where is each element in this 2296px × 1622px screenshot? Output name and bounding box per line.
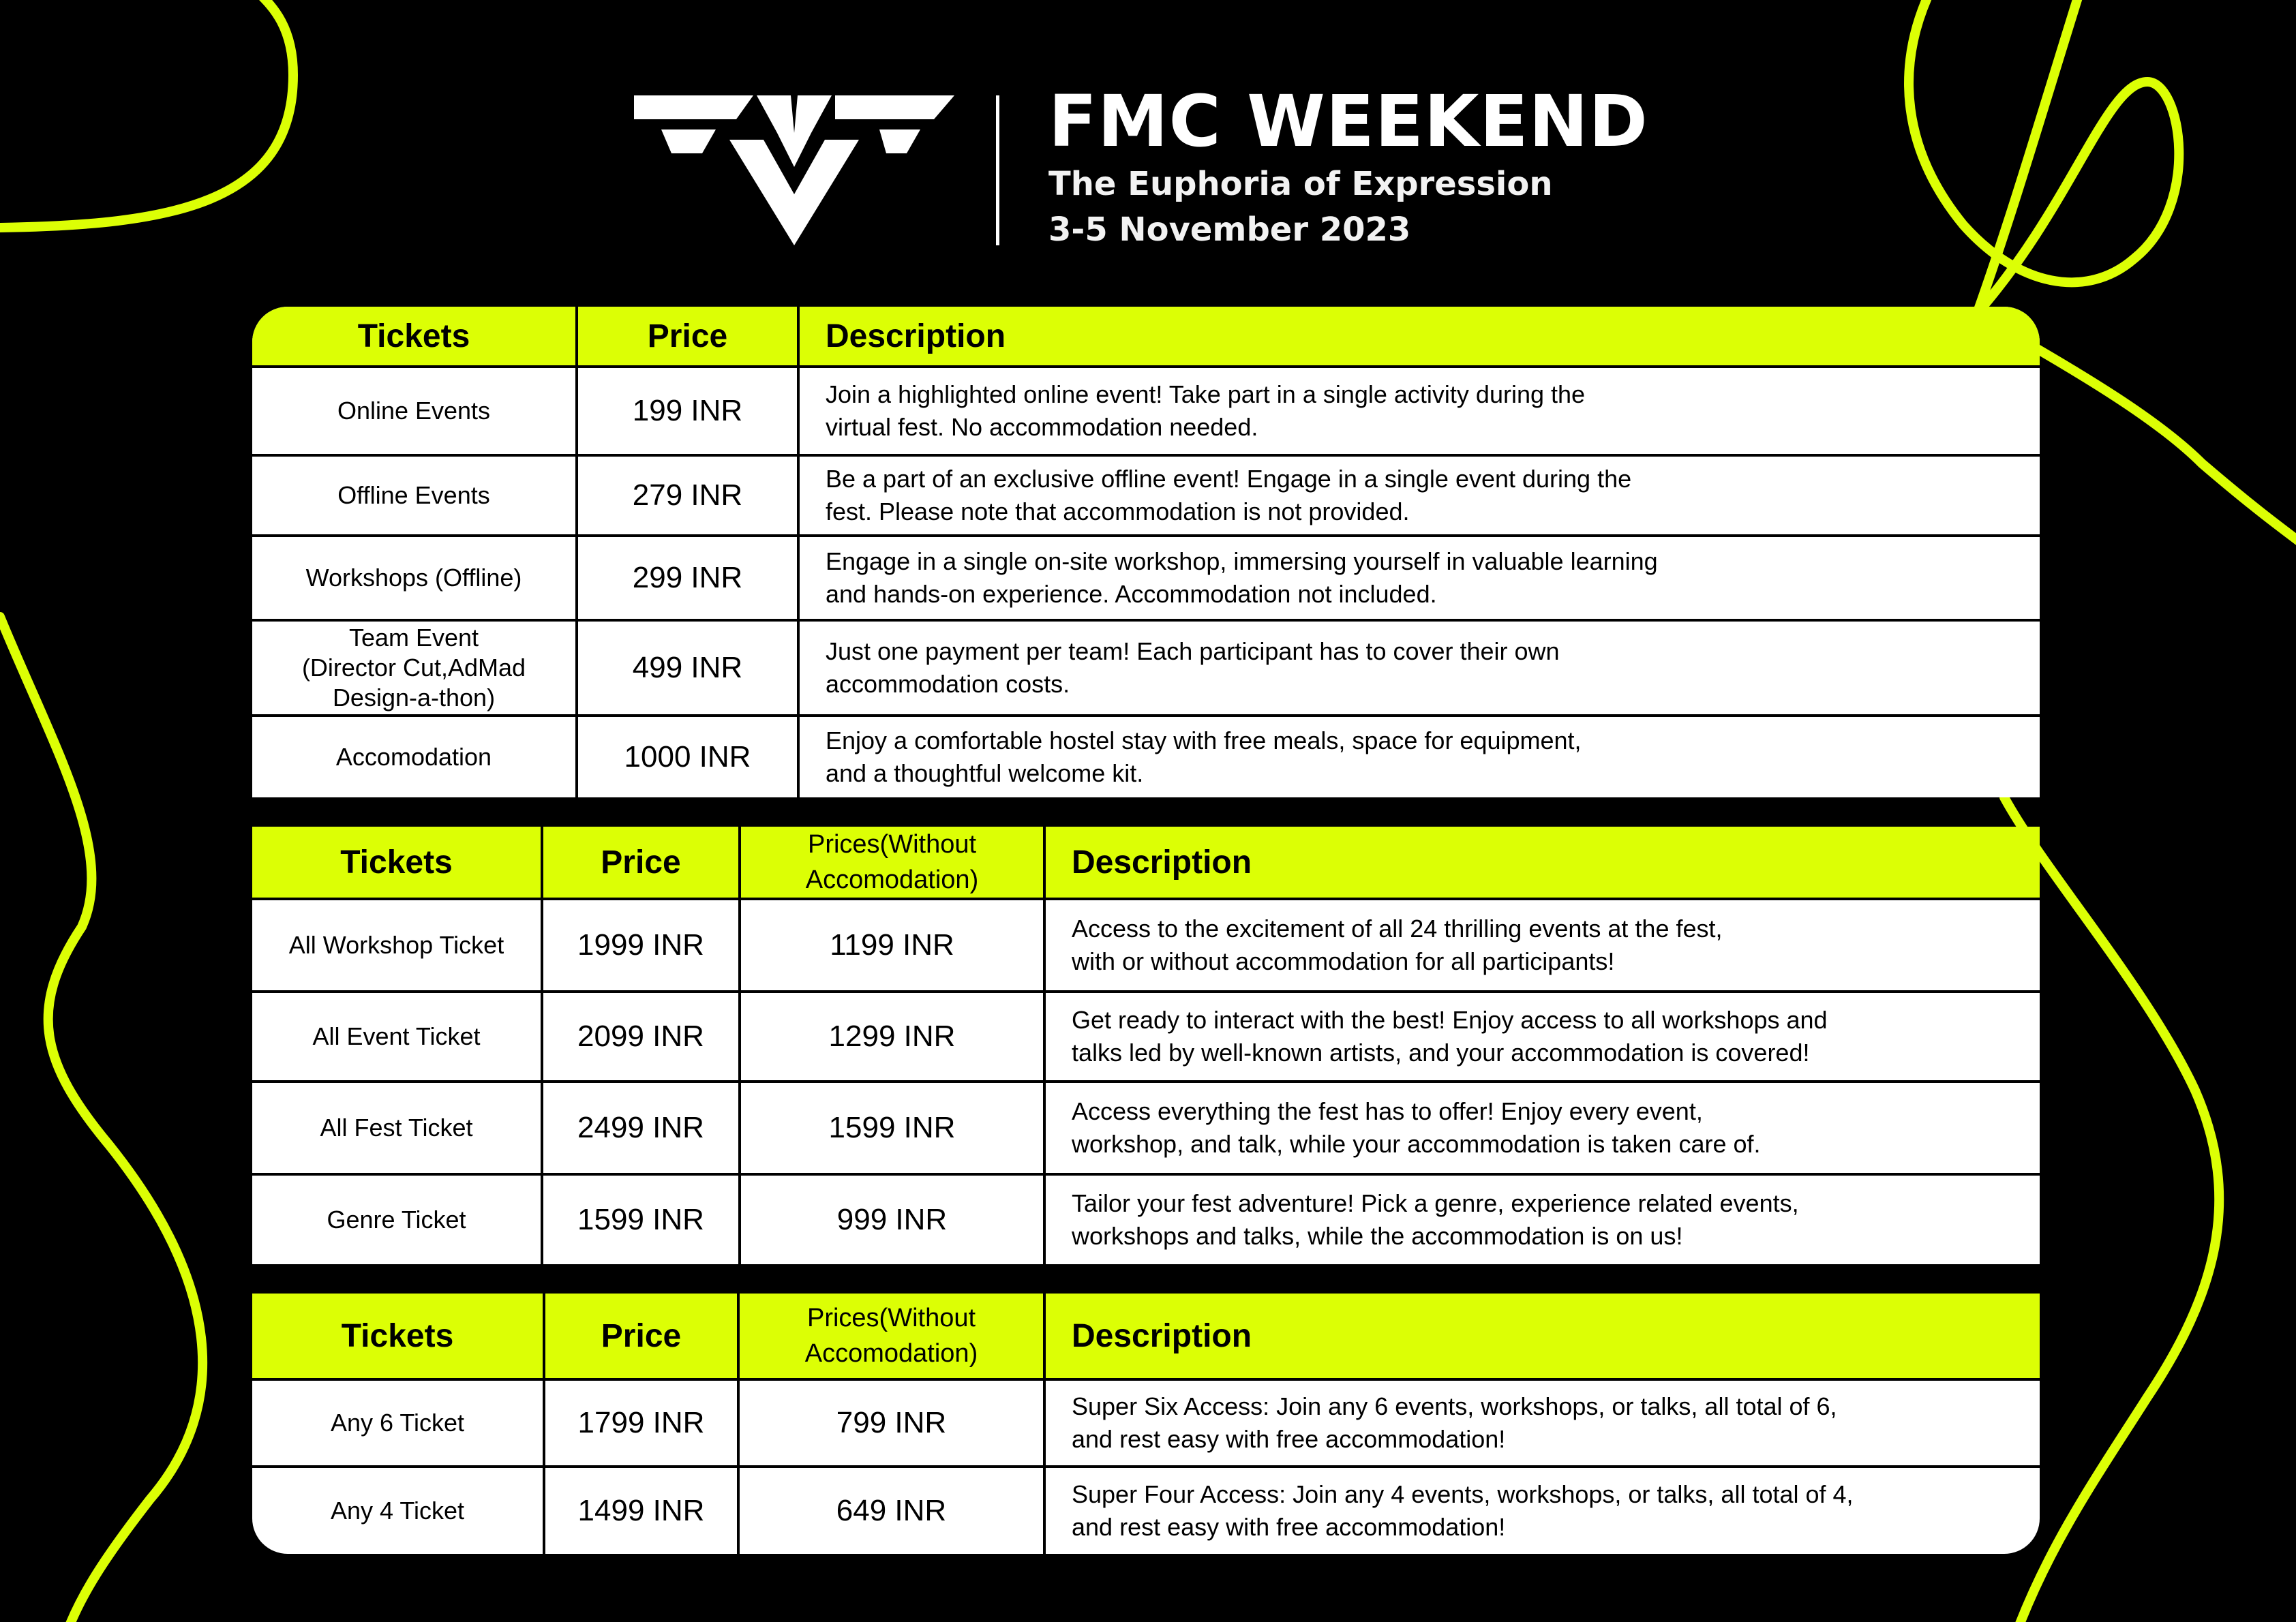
ticket-price: 1599 INR	[543, 1176, 741, 1264]
desc-line: with or without accommodation for all participants!	[1072, 947, 1615, 975]
ticket-price-without-accommodation: 999 INR	[741, 1176, 1046, 1264]
ticket-description	[1046, 1468, 2040, 1554]
desc-line: accommodation costs.	[826, 670, 1070, 698]
name-line: (Director Cut,AdMad	[301, 654, 526, 682]
ticket-price: 1799 INR	[545, 1381, 740, 1468]
header	[0, 0, 2296, 273]
ticket-price-without-accommodation: 1199 INR	[741, 900, 1046, 993]
header-line: Prices(Without	[807, 830, 977, 859]
header-divider	[996, 95, 999, 245]
desc-line: and rest easy with free accommodation!	[1072, 1425, 1506, 1453]
ticket-description	[1046, 900, 2040, 993]
ticket-price: 299 INR	[578, 537, 800, 622]
title-block	[1048, 80, 1648, 254]
table-row	[252, 1468, 2040, 1554]
col-price: Price	[545, 1294, 740, 1381]
desc-line: virtual fest. No accommodation needed.	[826, 413, 1258, 441]
page-title: FMC WEEKEND	[1048, 80, 1648, 163]
ticket-description	[800, 368, 2040, 457]
ticket-description	[1046, 1083, 2040, 1176]
desc-line: Super Six Access: Join any 6 events, workshops, or talks, all total of 6,	[1072, 1392, 1837, 1420]
ticket-name: Any 6 Ticket	[252, 1381, 545, 1468]
table-row	[252, 1176, 2040, 1264]
desc-line: and hands-on experience. Accommodation not included.	[826, 580, 1437, 608]
col-price-without-accommodation	[741, 827, 1046, 900]
ticket-description	[1046, 1381, 2040, 1468]
curve-left	[0, 617, 202, 1622]
col-description: Description	[1046, 827, 2040, 900]
desc-line: Be a part of an exclusive offline event! Engage in a single event during the	[826, 465, 1632, 493]
ticket-description	[800, 457, 2040, 537]
desc-line: workshop, and talk, while your accommodation is taken care of.	[1072, 1130, 1761, 1158]
desc-line: Join a highlighted online event! Take part in a single activity during the	[826, 380, 1586, 408]
table-header-row	[252, 1294, 2040, 1381]
desc-line: and rest easy with free accommodation!	[1072, 1513, 1506, 1541]
ticket-price: 279 INR	[578, 457, 800, 537]
desc-line: Enjoy a comfortable hostel stay with free meals, space for equipment,	[826, 726, 1582, 754]
ticket-price-without-accommodation: 1299 INR	[741, 993, 1046, 1083]
table-header-row	[252, 827, 2040, 900]
ticket-name: Online Events	[252, 368, 578, 457]
ticket-name: Any 4 Ticket	[252, 1468, 545, 1554]
desc-line: Tailor your fest adventure! Pick a genre, experience related events,	[1072, 1189, 1799, 1217]
ticket-name	[252, 622, 578, 717]
ticket-price: 1000 INR	[578, 717, 800, 797]
ticket-description	[800, 622, 2040, 717]
col-price: Price	[543, 827, 741, 900]
table-row	[252, 1381, 2040, 1468]
single-tickets-table	[252, 307, 2040, 797]
ticket-name: Genre Ticket	[252, 1176, 543, 1264]
table-row	[252, 993, 2040, 1083]
table-row	[252, 368, 2040, 457]
ticket-name: All Event Ticket	[252, 993, 543, 1083]
ticket-name: Accomodation	[252, 717, 578, 797]
table-row	[252, 1083, 2040, 1176]
ticket-description	[800, 537, 2040, 622]
desc-line: workshops and talks, while the accommodation is on us!	[1072, 1222, 1683, 1250]
fmc-logo-icon	[634, 92, 954, 245]
ticket-price-without-accommodation: 649 INR	[740, 1468, 1046, 1554]
table-header-row	[252, 307, 2040, 368]
col-description: Description	[1046, 1294, 2040, 1381]
col-price: Price	[578, 307, 800, 368]
name-line: Team Event	[348, 624, 479, 652]
ticket-description	[1046, 1176, 2040, 1264]
name-line: Design-a-thon)	[332, 684, 496, 711]
table-row	[252, 457, 2040, 537]
header-line: Accomodation)	[804, 1339, 978, 1368]
ticket-price: 1999 INR	[543, 900, 741, 993]
ticket-name: Workshops (Offline)	[252, 537, 578, 622]
ticket-name: All Workshop Ticket	[252, 900, 543, 993]
col-tickets: Tickets	[252, 1294, 545, 1381]
page-subtitle: The Euphoria of Expression	[1048, 165, 1553, 203]
header-line: Accomodation)	[805, 866, 979, 894]
desc-line: Engage in a single on-site workshop, immersing yourself in valuable learning	[826, 547, 1658, 575]
table-row	[252, 717, 2040, 797]
ticket-description	[800, 717, 2040, 797]
desc-line: and a thoughtful welcome kit.	[826, 759, 1144, 787]
desc-line: Super Four Access: Join any 4 events, workshops, or talks, all total of 4,	[1072, 1480, 1854, 1508]
ticket-name: All Fest Ticket	[252, 1083, 543, 1176]
table-row	[252, 900, 2040, 993]
ticket-price-without-accommodation: 1599 INR	[741, 1083, 1046, 1176]
col-tickets: Tickets	[252, 307, 578, 368]
col-price-without-accommodation	[740, 1294, 1046, 1381]
col-description: Description	[800, 307, 2040, 368]
desc-line: Access everything the fest has to offer! Enjoy every event,	[1072, 1097, 1703, 1125]
ticket-name: Offline Events	[252, 457, 578, 537]
ticket-price-without-accommodation: 799 INR	[740, 1381, 1046, 1468]
table-row	[252, 622, 2040, 717]
desc-line: Get ready to interact with the best! Enjoy access to all workshops and	[1072, 1006, 1828, 1034]
desc-line: Access to the excitement of all 24 thrilling events at the fest,	[1072, 915, 1723, 943]
table-row	[252, 537, 2040, 622]
header-line: Prices(Without	[806, 1304, 976, 1332]
ticket-price: 1499 INR	[545, 1468, 740, 1554]
pass-tickets-table	[252, 827, 2040, 1264]
desc-line: talks led by well-known artists, and your accommodation is covered!	[1072, 1039, 1810, 1067]
ticket-price: 499 INR	[578, 622, 800, 717]
desc-line: Just one payment per team! Each participant has to cover their own	[826, 637, 1560, 665]
col-tickets: Tickets	[252, 827, 543, 900]
desc-line: fest. Please note that accommodation is not provided.	[826, 498, 1410, 525]
ticket-description	[1046, 993, 2040, 1083]
event-dates: 3-5 November 2023	[1048, 211, 1411, 249]
ticket-price: 2099 INR	[543, 993, 741, 1083]
bundle-tickets-table	[252, 1294, 2040, 1554]
ticket-price: 2499 INR	[543, 1083, 741, 1176]
ticket-price: 199 INR	[578, 368, 800, 457]
